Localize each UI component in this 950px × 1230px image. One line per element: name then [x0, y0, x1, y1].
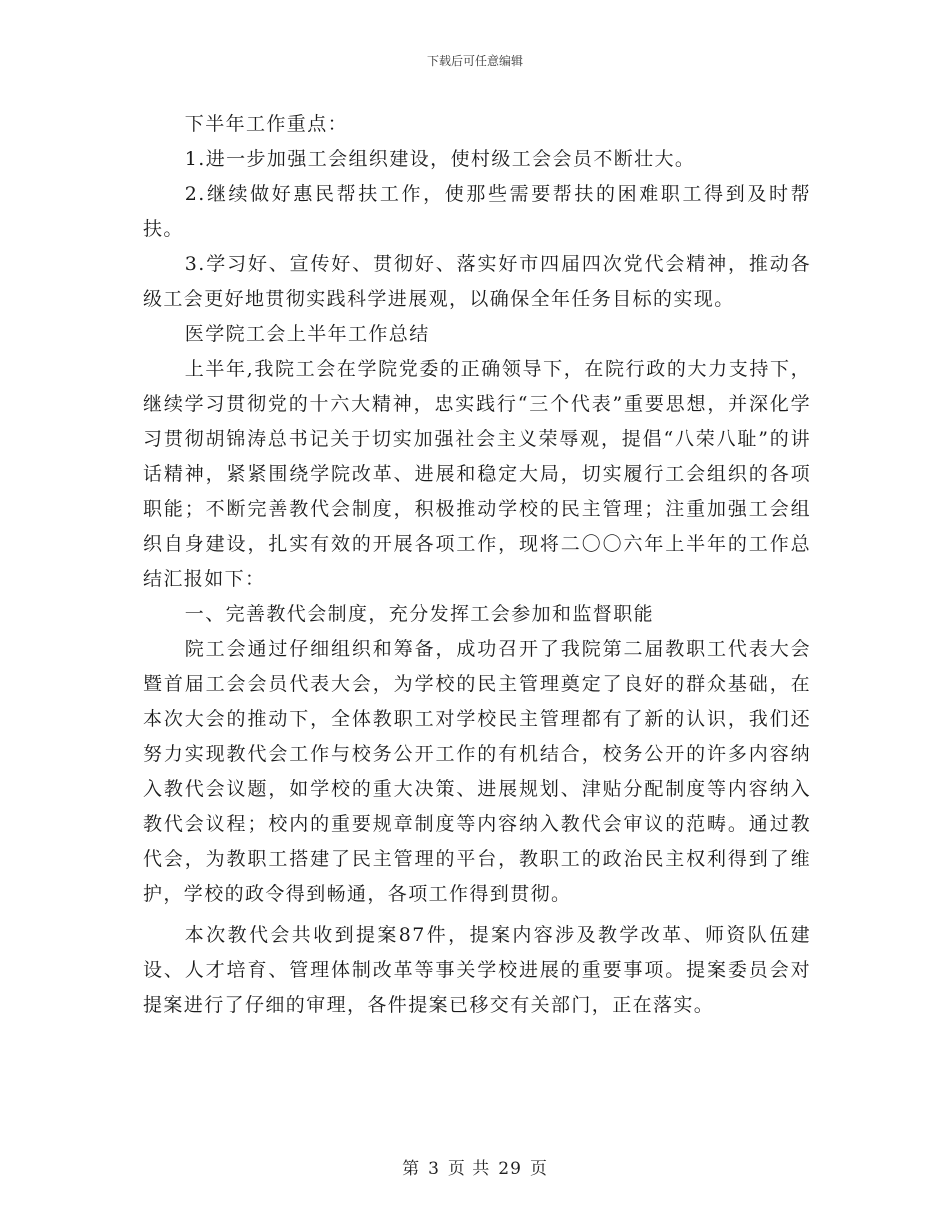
intro-paragraph: 上半年,我院工会在学院党委的正确领导下，在院行政的大力支持下，继续学习贯彻党的十六大精神，忠实践行“三个代表”重要思想，并深化学习贯彻胡锦涛总书记关于切实加强社会主义荣辱观，提倡“八荣八耻”的讲话精神，紧紧围绕学院改革、进展和稳定大局，切实履行工会组织的各项职能；不断完善教代会制度，积极推动学校的民主管理；注重加强工会组织自身建设，扎实有效的开展各项工作，现将二〇〇六年上半年的工作总结汇报如下： — [143, 358, 811, 590]
document-title: 医学院工会上半年工作总结 — [184, 323, 430, 345]
body-paragraph-proposals: 本次教代会共收到提案87件，提案内容涉及教学改革、师资队伍建设、人才培育、管理体制改革等事关学校进展的重要事项。提案委员会对提案进行了仔细的审理，各件提案已移交有关部门，正在落实。 — [143, 924, 811, 1016]
list-item-3: 3.学习好、宣传好、贯彻好、落实好市四届四次党代会精神，推动各级工会更好地贯彻实践科学进展观，以确保全年任务目标的实现。 — [143, 253, 811, 310]
total-page-count: 29 — [498, 1159, 522, 1179]
list-item-2: 2.继续做好惠民帮扶工作，使那些需要帮扶的困难职工得到及时帮扶。 — [143, 183, 811, 240]
document-body — [143, 107, 811, 1023]
body-paragraph: 院工会通过仔细组织和筹备，成功召开了我院第二届教职工代表大会暨首届工会会员代表大会，为学校的民主管理奠定了良好的群众基础，在本次大会的推动下，全体教职工对学校民主管理都有了新的认识，我们还努力实现教代会工作与校务公开工作的有机结合，校务公开的许多内容纳入教代会议题，如学校的重大决策、进展规划、津贴分配制度等内容纳入教代会议程；校内的重要规章制度等内容纳入教代会审议的范畴。通过教代会，为教职工搭建了民主管理的平台，教职工的政治民主权利得到了维护，学校的政令得到畅通，各项工作得到贯彻。 — [143, 638, 811, 905]
section-heading-second-half: 下半年工作重点： — [184, 113, 348, 135]
footer-suffix: 页 — [529, 1159, 548, 1179]
page-number-footer — [0, 1154, 950, 1179]
footer-middle: 页 共 — [447, 1159, 491, 1179]
footer-prefix: 第 — [402, 1159, 421, 1179]
page-header-note: 下载后可任意编辑 — [426, 54, 523, 68]
section-heading-one: 一、完善教代会制度，充分发挥工会参加和监督职能 — [184, 603, 654, 625]
current-page-number: 3 — [428, 1159, 440, 1179]
list-item-1: 1.进一步加强工会组织建设，使村级工会会员不断壮大。 — [184, 148, 696, 170]
